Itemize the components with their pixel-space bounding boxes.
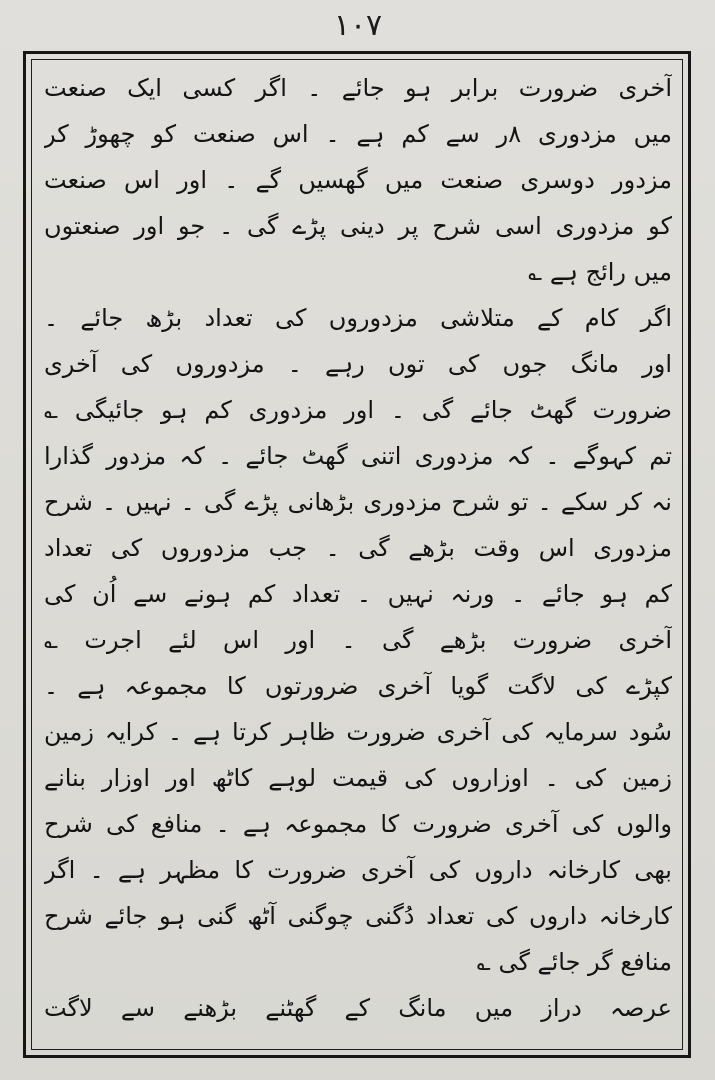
text-line: ضرورت گھٹ جائے گی ۔ اور مزدوری کم ہو جائیگی ؎ (44, 396, 672, 424)
text-line: زمین کی ۔ اوزاروں کی قیمت لوہے کاٹھ اور اوزار بنانے (44, 764, 672, 792)
text-line: عرصہ دراز میں مانگ کے گھٹنے بڑھنے سے لاگت (44, 994, 672, 1022)
text-line: منافع گر جائے گی ؎ (476, 948, 672, 976)
page-number: ۱۰۷ (333, 8, 383, 43)
text-line: سُود سرمایہ کی آخری ضرورت ظاہر کرتا ہے ۔ کرایہ زمین (44, 718, 672, 746)
text-body (38, 66, 678, 1042)
text-line: میں مزدوری ۸ر سے کم ہے ۔ اس صنعت کو چھوڑ کر (44, 120, 672, 148)
text-line: کم ہو جائے ۔ ورنہ نہیں ۔ تعداد کم ہونے سے اُن کی (44, 580, 672, 608)
text-line: مزدوری اس وقت بڑھے گی ۔ جب مزدوروں کی تعداد (44, 534, 672, 562)
text-line: کپڑے کی لاگت گویا آخری ضرورتوں کا مجموعہ ہے ۔ (44, 672, 672, 700)
text-line: کو مزدوری اسی شرح پر دینی پڑے گی ۔ جو اور صنعتوں (44, 212, 672, 240)
text-line: بھی کارخانہ داروں کی آخری ضرورت کا مظہر ہے ۔ اگر (44, 856, 672, 884)
text-line: نہ کر سکے ۔ تو شرح مزدوری بڑھانی پڑے گی ۔ نہیں ۔ شرح (44, 488, 672, 516)
text-line: اگر کام کے متلاشی مزدوروں کی تعداد بڑھ جائے ۔ (44, 304, 672, 332)
text-line: کارخانہ داروں کی تعداد دُگنی چوگنی آٹھ گنی ہو جائے شرح (44, 902, 672, 930)
text-line: میں رائج ہے ؎ (528, 258, 672, 286)
text-line: مزدور دوسری صنعت میں گھسیں گے ۔ اور اس صنعت (44, 166, 672, 194)
text-line: والوں کی آخری ضرورت کا مجموعہ ہے ۔ منافع کی شرح (44, 810, 672, 838)
text-line: تم کہوگے ۔ کہ مزدوری اتنی گھٹ جائے ۔ کہ مزدور گذارا (44, 442, 672, 470)
text-line: آخری ضرورت برابر ہو جائے ۔ اگر کسی ایک صنعت (44, 74, 672, 102)
text-line: اور مانگ جوں کی توں رہے ۔ مزدوروں کی آخری (44, 350, 672, 378)
text-line: آخری ضرورت بڑھے گی ۔ اور اس لئے اجرت ؎ (44, 626, 672, 654)
